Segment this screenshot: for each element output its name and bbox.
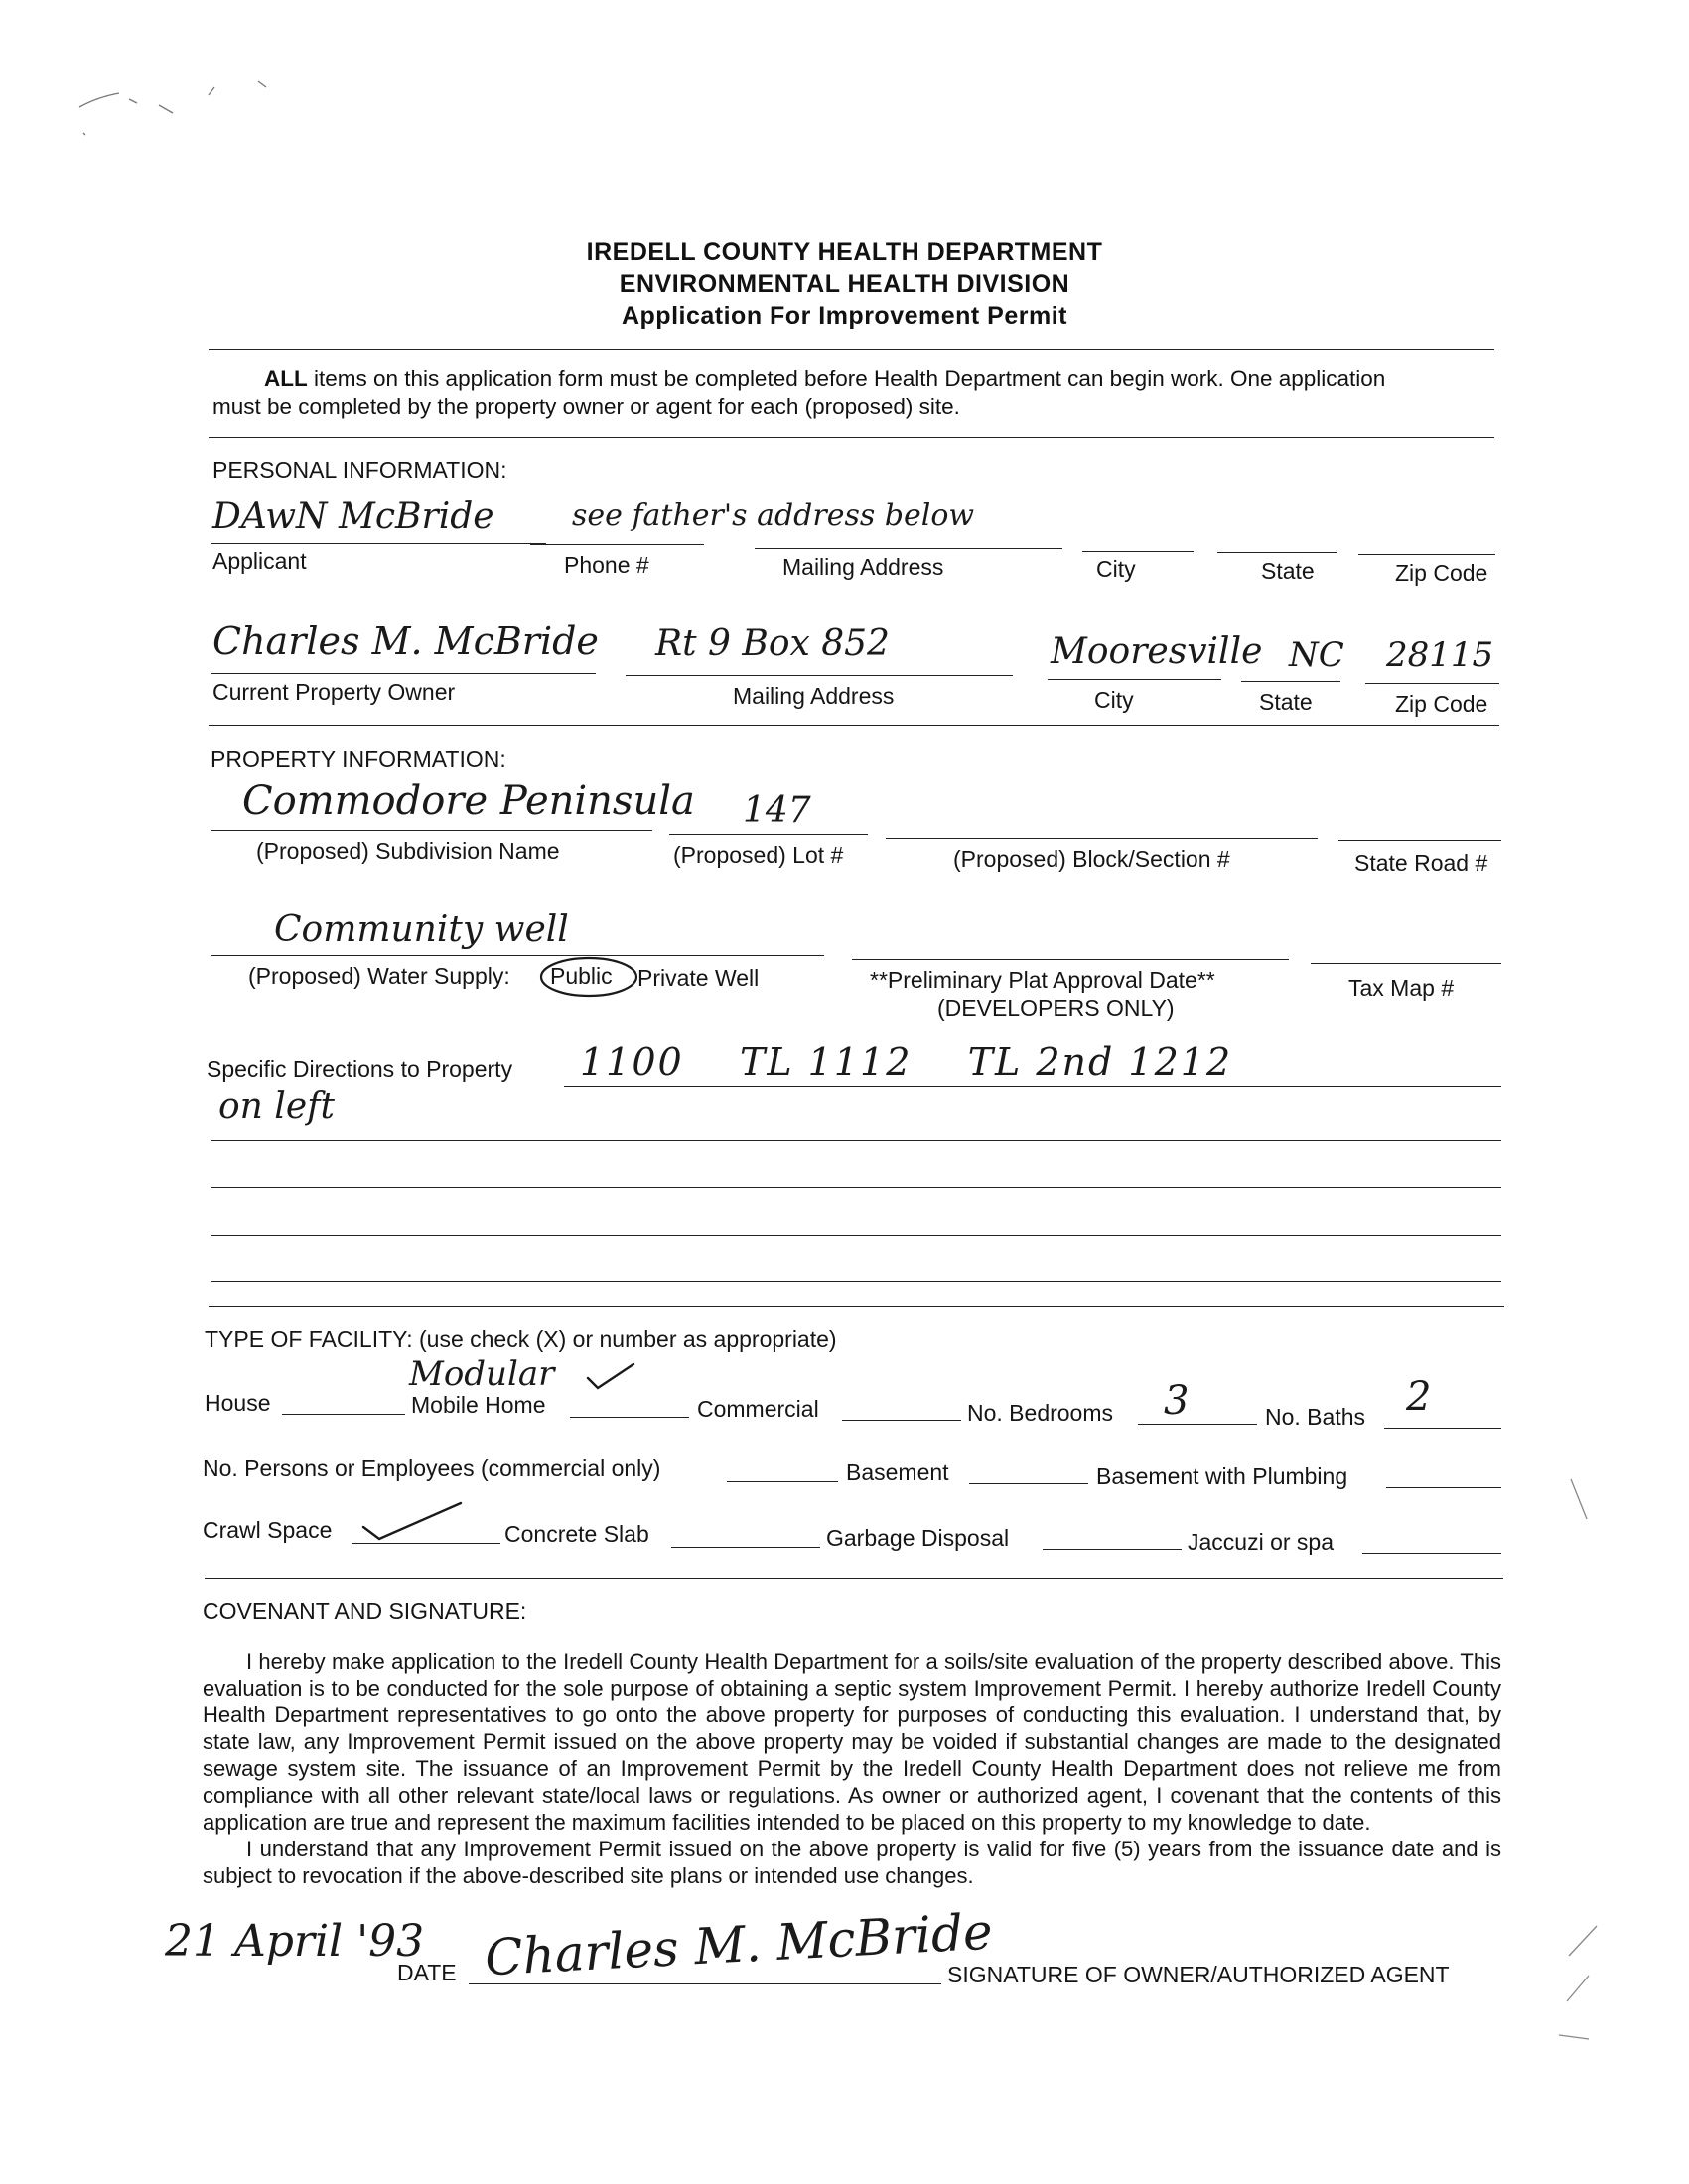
- owner-city-label: City: [1094, 687, 1134, 713]
- jacuzzi-blank[interactable]: [1362, 1553, 1501, 1554]
- modular-note-value[interactable]: Modular: [409, 1354, 555, 1394]
- directions-underline-4: [211, 1235, 1501, 1236]
- owner-mailing-underline: [626, 675, 1013, 676]
- basement-label: Basement: [846, 1459, 949, 1485]
- owner-zip-value[interactable]: 28115: [1386, 635, 1494, 675]
- directions-underline-5: [211, 1281, 1501, 1282]
- date-label: DATE: [397, 1960, 457, 1985]
- crawl-space-label: Crawl Space: [203, 1517, 333, 1543]
- jacuzzi-label: Jaccuzi or spa: [1188, 1529, 1335, 1555]
- covenant-paragraph-1: I hereby make application to the Iredell County Health Department for a soils/site evaluation of the property described above. This evaluation is to be conducted for the sole purpose of obtaining a septic system Improvement Permit. I hereby authorize Iredell County Health Department representatives to go onto the above property for purposes of conducting this evaluation. I understand that, by state law, any Improvement Permit issued on the above property may be voided if substantial changes are made to the designated sewage system site. The issuance of an Improvement Permit by the Iredell County Health Department does not relieve me from compliance with all other relevant state/local laws or regulations. As owner or authorized agent, I covenant that the contents of this application are true and represent the maximum facilities intended to be placed on this property to my knowledge to date.: [203, 1649, 1501, 1835]
- scan-speck-marks: [60, 69, 318, 159]
- house-label: House: [205, 1390, 271, 1416]
- water-supply-underline: [211, 955, 824, 956]
- applicant-underline: [211, 543, 546, 544]
- owner-zip-label: Zip Code: [1395, 691, 1488, 717]
- division-title: ENVIRONMENTAL HEALTH DIVISION: [619, 270, 1070, 298]
- applicant-label: Applicant: [212, 548, 307, 574]
- phone-value[interactable]: see father's address below: [572, 498, 975, 533]
- tax-map-underline: [1311, 963, 1501, 964]
- block-underline: [886, 838, 1318, 839]
- zip-underline: [1358, 554, 1495, 555]
- baths-label: No. Baths: [1265, 1404, 1365, 1430]
- city-label: City: [1096, 556, 1136, 582]
- form-title: Application For Improvement Permit: [621, 302, 1067, 330]
- intro-line-2: must be completed by the property owner or agent for each (proposed) site.: [212, 394, 960, 419]
- public-circle-mark: [536, 953, 641, 1001]
- state-underline: [1217, 552, 1337, 553]
- bedrooms-value[interactable]: 3: [1164, 1378, 1190, 1424]
- private-well-option[interactable]: Private Well: [637, 965, 760, 991]
- intro-line-1: [264, 365, 1385, 393]
- lot-label: (Proposed) Lot #: [673, 842, 844, 868]
- directions-rule: [209, 1306, 1504, 1307]
- public-option[interactable]: Public: [550, 963, 613, 989]
- department-title: IREDELL COUNTY HEALTH DEPARTMENT: [586, 238, 1103, 266]
- state-road-underline: [1338, 840, 1501, 841]
- mailing-label: Mailing Address: [782, 554, 944, 580]
- margin-scan-marks: [1549, 1459, 1688, 2154]
- zip-label: Zip Code: [1395, 560, 1488, 586]
- mobile-home-check-mark: [580, 1356, 639, 1396]
- persons-blank[interactable]: [727, 1481, 838, 1482]
- intro-all-emphasis: ALL: [264, 366, 308, 391]
- persons-label: No. Persons or Employees (commercial only): [203, 1455, 661, 1481]
- commercial-label: Commercial: [697, 1396, 819, 1422]
- phone-label: Phone #: [564, 552, 649, 578]
- bedrooms-blank: [1138, 1424, 1257, 1425]
- basement-plumbing-blank[interactable]: [1386, 1487, 1501, 1488]
- block-label: (Proposed) Block/Section #: [953, 846, 1230, 872]
- commercial-blank[interactable]: [842, 1420, 961, 1421]
- directions-value-line-2[interactable]: on left: [218, 1086, 335, 1127]
- lot-underline: [669, 834, 868, 835]
- garbage-disposal-blank[interactable]: [1043, 1549, 1182, 1550]
- date-value[interactable]: 21 April '93: [165, 1916, 425, 1967]
- owner-rule: [209, 725, 1499, 726]
- directions-value-line-1[interactable]: 1100 TL 1112 TL 2nd 1212: [580, 1040, 1233, 1084]
- basement-blank[interactable]: [969, 1483, 1088, 1484]
- personal-info-heading: PERSONAL INFORMATION:: [212, 457, 507, 482]
- owner-mailing-label: Mailing Address: [733, 683, 895, 709]
- basement-plumbing-label: Basement with Plumbing: [1096, 1463, 1348, 1489]
- lot-value[interactable]: 147: [743, 790, 811, 831]
- covenant-heading: COVENANT AND SIGNATURE:: [203, 1598, 527, 1624]
- directions-label: Specific Directions to Property: [207, 1056, 513, 1082]
- baths-blank: [1384, 1428, 1501, 1429]
- subdivision-value[interactable]: Commodore Peninsula: [242, 778, 695, 824]
- property-info-heading: PROPERTY INFORMATION:: [211, 747, 506, 772]
- tax-map-label: Tax Map #: [1348, 975, 1455, 1001]
- owner-label: Current Property Owner: [212, 679, 456, 705]
- owner-state-label: State: [1259, 689, 1313, 715]
- state-road-label: State Road #: [1354, 850, 1488, 876]
- plat-approval-label: **Preliminary Plat Approval Date**: [870, 967, 1215, 993]
- covenant-paragraph-2: I understand that any Improvement Permit issued on the above property is valid for five (5) years from the issuance date and is subject to revocation if the above-described site plans or intended use changes.: [203, 1837, 1501, 1888]
- phone-underline: [530, 544, 704, 545]
- mailing-underline: [755, 548, 1062, 549]
- covenant-body: [203, 1648, 1501, 1889]
- header-rule: [209, 349, 1494, 350]
- facility-heading: TYPE OF FACILITY: (use check (X) or number as appropriate): [205, 1326, 837, 1352]
- owner-name-value[interactable]: Charles M. McBride: [212, 619, 599, 663]
- bedrooms-label: No. Bedrooms: [967, 1400, 1114, 1426]
- directions-underline-1: [564, 1086, 1501, 1087]
- house-blank[interactable]: [282, 1414, 405, 1415]
- owner-state-underline: [1241, 681, 1340, 682]
- subdivision-label: (Proposed) Subdivision Name: [256, 838, 560, 864]
- owner-zip-underline: [1365, 683, 1499, 684]
- directions-underline-2: [211, 1140, 1501, 1141]
- facility-rule: [205, 1578, 1503, 1579]
- owner-signature[interactable]: Charles M. McBride: [483, 1902, 994, 1987]
- owner-mailing-value[interactable]: Rt 9 Box 852: [655, 623, 890, 664]
- owner-state-value[interactable]: NC: [1289, 635, 1344, 675]
- signature-label: SIGNATURE OF OWNER/AUTHORIZED AGENT: [947, 1962, 1450, 1987]
- mobile-home-label: Mobile Home: [411, 1392, 546, 1418]
- water-supply-label: (Proposed) Water Supply:: [248, 963, 510, 989]
- plat-underline: [852, 959, 1289, 960]
- baths-value[interactable]: 2: [1406, 1374, 1432, 1420]
- concrete-slab-blank[interactable]: [671, 1547, 820, 1548]
- mobile-home-blank[interactable]: [570, 1417, 689, 1418]
- state-label: State: [1261, 558, 1315, 584]
- owner-city-value[interactable]: Mooresville: [1051, 631, 1263, 672]
- developers-only-label: (DEVELOPERS ONLY): [937, 995, 1175, 1021]
- owner-city-underline: [1048, 679, 1221, 680]
- city-underline: [1082, 551, 1194, 552]
- applicant-value[interactable]: DAwN McBride: [212, 496, 494, 537]
- crawl-space-blank[interactable]: [352, 1543, 500, 1544]
- intro-rule: [209, 437, 1494, 438]
- intro-text: items on this application form must be completed before Health Department can begin work. One application: [307, 366, 1386, 391]
- owner-name-underline: [211, 673, 596, 674]
- crawl-space-check-mark: [350, 1497, 469, 1547]
- water-supply-value[interactable]: Community well: [274, 909, 569, 950]
- directions-underline-3: [211, 1187, 1501, 1188]
- concrete-slab-label: Concrete Slab: [504, 1521, 649, 1547]
- subdivision-underline: [211, 830, 652, 831]
- garbage-disposal-label: Garbage Disposal: [826, 1525, 1010, 1551]
